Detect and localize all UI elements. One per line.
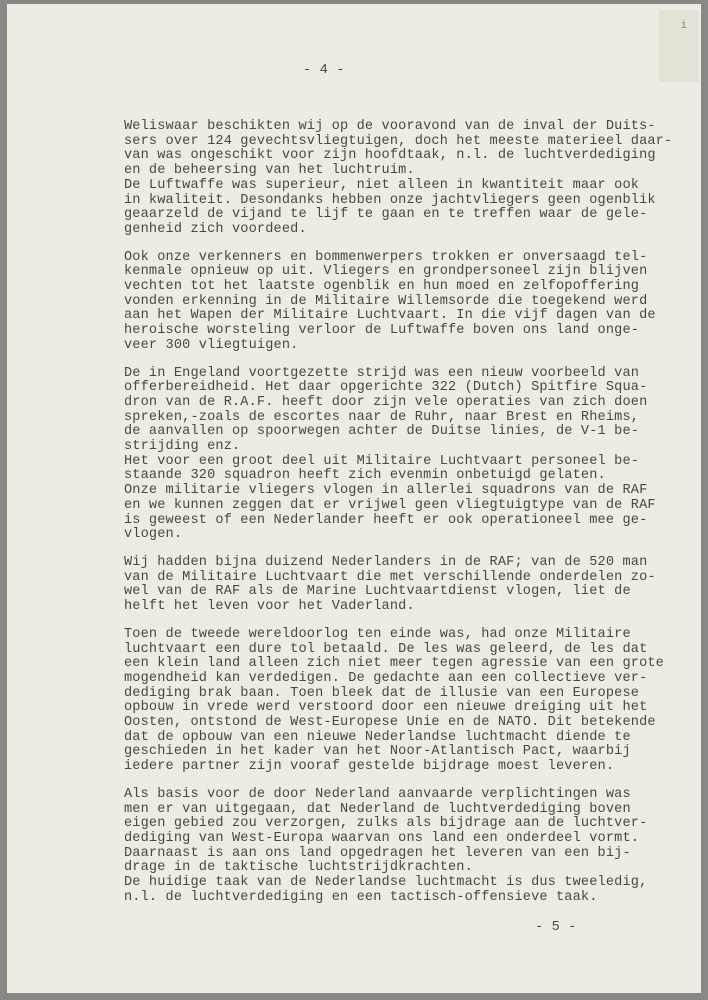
text-line: spreken,-zoals de escortes naar de Ruhr, naar Brest en Rheims, <box>124 409 640 425</box>
document-body <box>124 120 672 905</box>
text-line: Daarnaast is aan ons land opgedragen het leveren van een bij- <box>124 845 631 861</box>
text-line: sers over 124 gevechtsvliegtuigen, doch het meeste materieel daar- <box>124 133 673 149</box>
text-line: geaarzeld de vijand te lijf te gaan en te treffen waar de gele- <box>124 207 648 223</box>
text-line: n.l. de luchtverdediging en een tactisch-offensieve taak. <box>124 889 598 905</box>
text-line: mogendheid kan verdedigen. De gedachte aan een collectieve ver- <box>124 670 648 686</box>
text-line: dediging brak baan. Toen bleek dat de illusie van een Europese <box>124 685 640 701</box>
text-line: de aanvallen op spoorwegen achter de Duitse linies, de V-1 be- <box>124 424 640 440</box>
corner-mark: i <box>680 20 687 32</box>
text-line: eigen gebied zou verzorgen, zulks als bijdrage aan de luchtver- <box>124 816 648 832</box>
page-number-header: - 4 - <box>303 63 345 78</box>
text-line: De in Engeland voortgezette strijd was een nieuw voorbeeld van <box>124 365 640 381</box>
text-line: in kwaliteit. Desondanks hebben onze jachtvliegers geen ogenblik <box>124 192 656 208</box>
text-line: geschieden in het kader van het Noor-Atlantisch Pact, waarbij <box>124 744 631 760</box>
text-line: van de Militaire Luchtvaart die met verschillende onderdelen zo- <box>124 569 656 585</box>
text-line: veer 300 vliegtuigen. <box>124 337 299 353</box>
text-line: offerbereidheid. Het daar opgerichte 322 (Dutch) Spitfire Squa- <box>124 380 648 396</box>
text-line: van was ongeschikt voor zijn hoofdtaak, n.l. de luchtverdediging <box>124 148 656 164</box>
text-line: en de beheersing van het luchtruim. <box>124 163 415 179</box>
text-line: drage in de taktische luchtstrijdkrachten. <box>124 860 473 876</box>
text-line: Toen de tweede wereldoorlog ten einde was, had onze Militaire <box>124 626 631 642</box>
text-line: opbouw in vrede werd verstoord door een nieuwe dreiging uit het <box>124 700 648 716</box>
paragraph <box>124 251 672 354</box>
text-line: Oosten, ontstond de West-Europese Unie en de NATO. Dit betekende <box>124 715 656 731</box>
text-line: helft het leven voor het Vaderland. <box>124 599 415 615</box>
text-line: heroische worsteling verloor de Luftwaffe boven ons land onge- <box>124 323 640 339</box>
paragraph <box>124 120 672 238</box>
text-line: en we kunnen zeggen dat er vrijwel geen vliegtuigtype van de RAF <box>124 497 656 513</box>
text-line: staande 320 squadron heeft zich evenmin onbetuigd gelaten. <box>124 468 606 484</box>
text-line: dediging van West-Europa waarvan ons land een onderdeel vormt. <box>124 830 640 846</box>
text-line: Als basis voor de door Nederland aanvaarde verplichtingen was <box>124 786 631 802</box>
text-line: De Luftwaffe was superieur, niet alleen in kwantiteit maar ook <box>124 177 640 193</box>
text-line: dron van de R.A.F. heeft door zijn vele operaties van zich doen <box>124 394 648 410</box>
paragraph <box>124 788 672 906</box>
text-line: strijding enz. <box>124 439 241 455</box>
paragraph <box>124 628 672 775</box>
text-line: een klein land alleen zich niet meer tegen agressie van een grote <box>124 656 664 672</box>
text-line: men er van uitgegaan, dat Nederland de luchtverdediging boven <box>124 801 631 817</box>
text-line: Weliswaar beschikten wij op de vooravond van de inval der Duits- <box>124 119 656 134</box>
text-line: kenmale opnieuw op uit. Vliegers en grondpersoneel zijn blijven <box>124 264 648 280</box>
text-line: Ook onze verkenners en bommenwerpers trokken er onversaagd tel- <box>124 249 648 265</box>
text-line: vechten tot het laatste ogenblik en hun moed en zelfopoffering <box>124 279 640 295</box>
text-line: Onze militarie vliegers vlogen in allerlei squadrons van de RAF <box>124 483 648 499</box>
text-line: Wij hadden bijna duizend Nederlanders in de RAF; van de 520 man <box>124 554 648 570</box>
text-line: is geweest of een Nederlander heeft er ook operationeel mee ge- <box>124 512 648 528</box>
text-line: dat de opbouw van een nieuwe Nederlandse luchtmacht diende te <box>124 729 631 745</box>
text-line: wel van de RAF als de Marine Luchtvaartdienst vlogen, liet de <box>124 584 631 600</box>
text-line: luchtvaart een dure tol betaald. De les was geleerd, de les dat <box>124 641 648 657</box>
text-line: aan het Wapen der Militaire Luchtvaart. In die vijf dagen van de <box>124 308 656 324</box>
text-line: vonden erkenning in de Militaire Willemsorde die toegekend werd <box>124 293 648 309</box>
text-line: Het voor een groot deel uit Militaire Luchtvaart personeel be- <box>124 453 640 469</box>
text-line: vlogen. <box>124 527 183 543</box>
text-line: genheid zich voordeed. <box>124 221 307 237</box>
page-corner-tab <box>659 10 699 82</box>
next-page-indicator: - 5 - <box>535 920 577 935</box>
text-line: De huidige taak van de Nederlandse luchtmacht is dus tweeledig, <box>124 875 648 891</box>
paragraph <box>124 556 672 615</box>
paragraph <box>124 367 672 543</box>
text-line: iedere partner zijn vooraf gestelde bijdrage moest leveren. <box>124 759 615 775</box>
